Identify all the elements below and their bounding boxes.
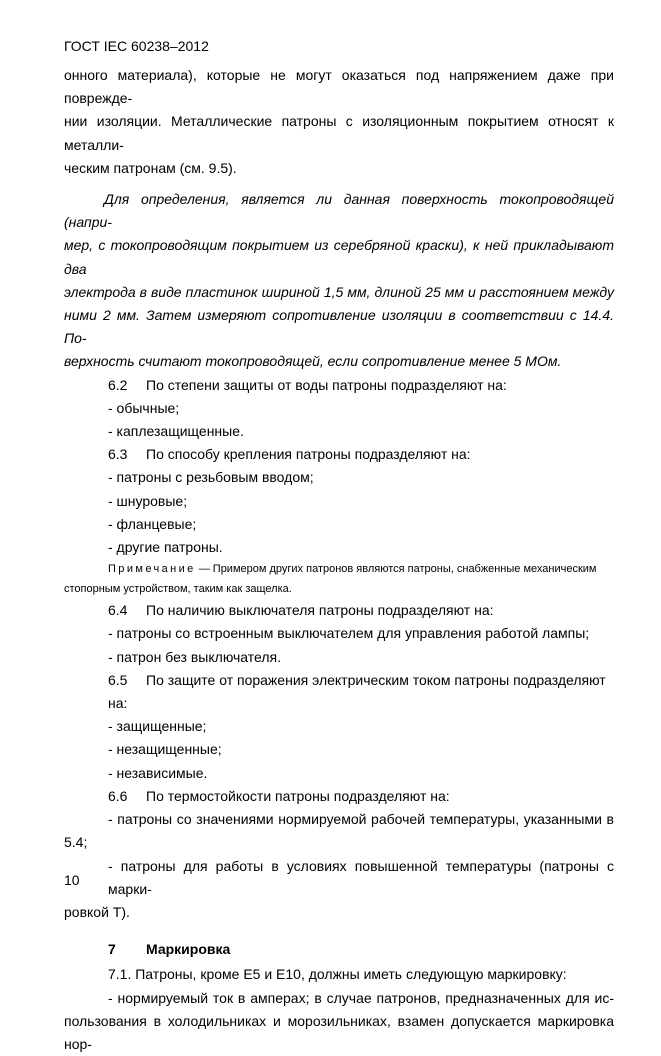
document-code-header: ГОСТ IEC 60238–2012	[64, 38, 209, 54]
note-line-2: стопорным устройством, таким как защелка.	[64, 583, 292, 596]
italic-line-3: электрода в виде пластинок шириной 1,5 мм, длиной 25 мм и расстоянием между	[64, 283, 614, 300]
italic-line-2: мер, с токопроводящим покрытием из серебряной краски), к ней прикладывают два	[64, 237, 614, 277]
clause-6-4: 6.4 По наличию выключателя патроны подразделяют на:	[108, 602, 494, 619]
list-item-continued: 5.4;	[64, 834, 88, 851]
clause-6-5: 6.5 По защите от поражения электрическим током патроны подразделяют на:	[108, 671, 606, 712]
clause-6-6: 6.6 По термостойкости патроны подразделяют на:	[108, 787, 450, 804]
italic-line-1: Для определения, является ли данная поверхность токопроводящей (напри-	[64, 191, 614, 231]
list-item-continued: ровкой T).	[64, 903, 130, 920]
list-item: - патроны для работы в условиях повышенной температуры (патроны с марки-	[108, 857, 614, 897]
list-item: - другие патроны.	[108, 539, 223, 556]
list-item: - шнуровые;	[108, 492, 188, 509]
italic-line-5: верхность считают токопроводящей, если сопротивление менее 5 МОм.	[64, 353, 562, 370]
list-item: - незащищенные;	[108, 741, 222, 758]
italic-line-4: ними 2 мм. Затем измеряют сопротивление изоляции в соответствии с 14.4. По-	[64, 307, 614, 347]
note-line-1: Примечание — Примером других патронов являются патроны, снабженные механическим	[108, 563, 597, 576]
list-item: - патроны с резьбовым вводом;	[108, 469, 314, 486]
clause-7-1-item-line-1: - нормируемый ток в амперах; в случае патронов, предназначенных для ис-	[108, 989, 614, 1006]
clause-7-1-item-line-2: пользования в холодильниках и морозильниках, взамен допускается маркировка нор-	[64, 1012, 614, 1052]
list-item: - защищенные;	[108, 718, 207, 735]
page-number: 10	[64, 872, 80, 888]
intro-line-2: нии изоляции. Металлические патроны с изоляционным покрытием относят к металли-	[64, 113, 614, 153]
section-7-heading: 7 Маркировка	[108, 941, 231, 958]
note-label: Примечание	[108, 563, 196, 576]
intro-line-1: онного материала), которые не могут оказаться под напряжением даже при поврежде-	[64, 67, 614, 107]
clause-7-1: 7.1. Патроны, кроме E5 и E10, должны иметь следующую маркировку:	[108, 966, 567, 983]
list-item: - независимые.	[108, 764, 208, 781]
clause-6-2: 6.2 По степени защиты от воды патроны подразделяют на:	[108, 376, 507, 393]
list-item: - каплезащищенные.	[108, 423, 244, 440]
list-item: - патроны со значениями нормируемой рабочей температуры, указанными в	[108, 811, 614, 828]
document-body	[64, 64, 614, 1056]
list-item: - патроны со встроенным выключателем для управления работой лампы;	[108, 625, 590, 642]
list-item: - патрон без выключателя.	[108, 648, 281, 665]
list-item: - обычные;	[108, 399, 180, 416]
list-item: - фланцевые;	[108, 515, 197, 532]
clause-6-3: 6.3 По способу крепления патроны подразделяют на:	[108, 446, 471, 463]
intro-line-3: ческим патронам (см. 9.5).	[64, 159, 237, 176]
